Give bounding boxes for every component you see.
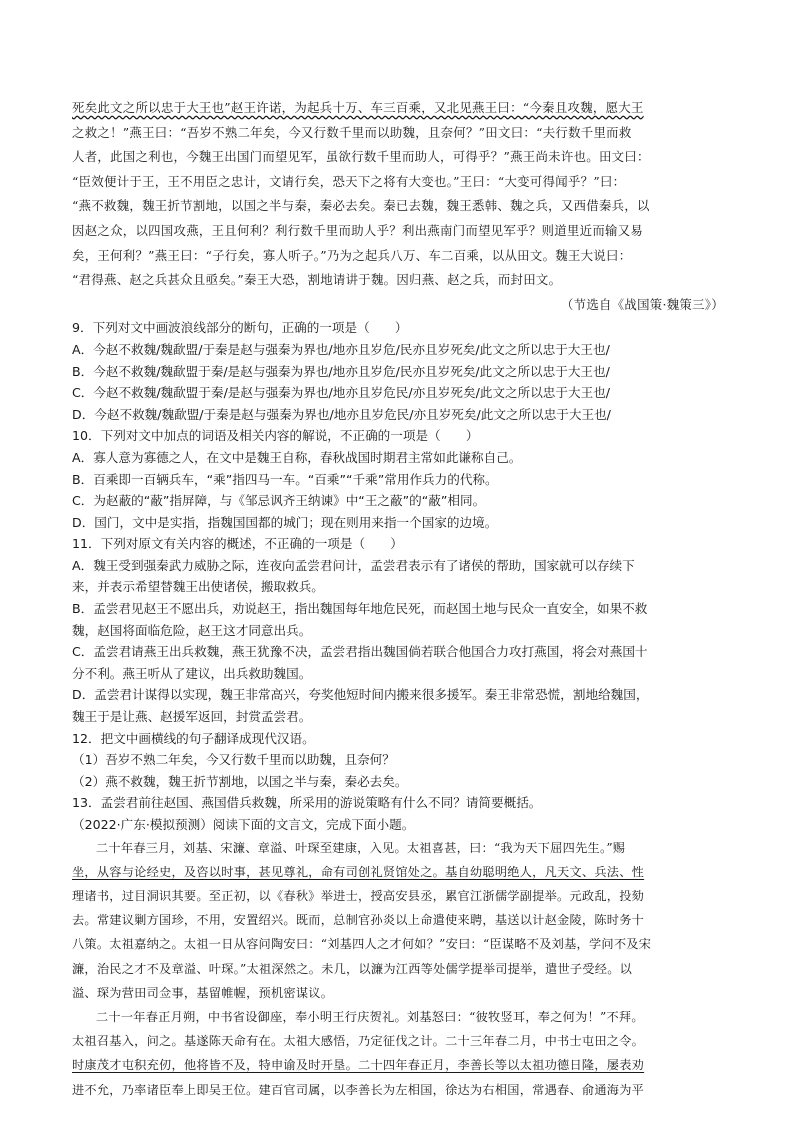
question-9-stem: 9．下列对文中画波浪线部分的断句，正确的一项是（ ） [72,320,408,336]
passage-1 [72,96,724,317]
question-12-stem: 12．把文中画横线的句子翻译成现代汉语。 [72,730,315,746]
passage-2-line: 太祖召基入，问之。基遂陈天命有在。太祖大感悟，乃定征伐之计。二十三年春二月，中书士屯田之令。 [72,1034,645,1049]
passage-2-line: 理诸书，过目洞识其要。至正初，以《春秋》举进士，授高安县丞，累官江浙儒学副提举。元政乱，投劾 [72,889,645,903]
passage-1-line: 矣，王何利？”燕王曰：“子行矣，寡人听子。”乃为之起兵八万、车二百乘，以从田文。魏王大说曰： [72,247,632,263]
question-10-option-c: C．为赵蔽的“蔽”指屏障，与《邹忌讽齐王纳谏》中“王之蔽”的“蔽”相同。 [72,493,486,509]
question-10-stem: 10．下列对文中加点的词语及相关内容的解说，不正确的一项是（ ） [72,428,479,444]
passage-2-line [72,1053,724,1077]
passage-1-line: 因赵之众，以四国攻燕，王且何利？利行数千里而助人乎？利出燕南门而望见军乎？则道里近而输又易 [72,222,644,238]
question-11-option-c-cont: 分不利。燕王听从了建议，出兵救助魏国。 [72,665,312,681]
passage-1-line: 之救之！”燕王曰：“吾岁不熟二年矣，今又行数千里而以助魏，且奈何？”田文曰：“夫行数千里而救 [72,124,632,140]
question-11-stem: 11．下列对原文有关内容的概述，不正确的一项是（ ） [72,536,403,552]
question-10-option-d: D．国门，文中是实指，指魏国国都的城门；现在则用来指一个国家的边境。 [72,514,498,530]
passage-2-line: 去。常建议剿方国珍，不用，安置绍兴。既而，总制官孙炎以上命遣使来聘，基送以计赵金陵，陈时务十 [72,913,645,928]
question-11-option-d: D．孟尝君计谋得以实现，魏王非常高兴，夸奖他短时间内搬来很多援军。秦王非常恐慌，割地给魏国， [72,687,649,703]
question-11-option-a-cont: 来，并表示希望替魏王出使诸侯，搬取救兵。 [72,579,324,595]
passage-1-line [72,96,724,121]
document-page [72,96,724,1102]
question-9-option-c: C．今赵不救魏/魏歃盟于秦/是赵与强秦为界也/地亦且岁危民/亦且岁死矣/此文之所以忠于大王也/ [72,385,611,401]
passage-1-line: “臣效便计于王，王不用臣之忠计，文请行矣，恐天下之将有大变也。”王曰：“大变可得闻乎？”曰： [72,173,626,189]
passage-1-source: （节选自《战国策·魏策三》） [560,296,724,312]
passage-2 [72,836,724,1102]
passage-2-line: 二十年春三月，刘基、宋濂、章溢、叶琛至建康，入见。太祖喜甚，曰：“我为天下屈四先生。”赐 [96,840,626,855]
question-10-option-a: A．寡人意为寡德之人，在文中是魏王自称，春秋战国时期君主常如此谦称自己。 [72,449,522,465]
question-13-stem: 13．孟尝君前往赵国、燕国借兵救魏，所采用的游说策略有什么不同？请简要概括。 [72,795,542,811]
question-11-option-b: B．孟尝君见赵王不愿出兵，劝说赵王，指出魏国每年地危民死，而赵国土地与民众一直安全，如果不救 [72,601,648,617]
passage-1-line: 人者，此国之利也，今魏王出国门而望见军，虽欲行数千里而助人，可得乎？”燕王尚未许也。田文曰： [72,149,650,165]
underlined-text: 时康茂才屯积充仞，他将皆不及，特申谕及时开垦。二十四年春正月，李善长等以太祖功德日隆，屡表劝 [72,1058,645,1073]
question-10-option-b: B．百乘即一百辆兵车，“乘”指四马一车。“百乘”“千乘”常用作兵力的代称。 [72,471,498,487]
underlined-text: 坐，从容与论经史，及咨以时事，甚见尊礼，命有司创礼贤馆处之。基自幼聪明绝人，凡天文、兵法、性 [72,864,645,879]
passage-2-line: 溢、琛为营田司佥事，基留帷幄，预机密谋议。 [72,985,334,1000]
question-11-option-a: A．魏王受到强秦武力威胁之际，连夜向孟尝君问计，孟尝君表示有了诸侯的帮助，国家就可以存续下 [72,557,635,573]
wavy-underlined-text: 死矣此文之所以忠于大王也”赵王许诺，为起兵十万、车三百乘，又北见燕王曰：“今秦且攻魏，愿大王 [72,100,644,115]
question-block [72,317,724,835]
question-12-item-1: （1）吾岁不熟二年矣，今又行数千里而以助魏，且奈何？ [72,752,395,768]
passage-2-line: 进不允，乃率诸臣奉上即吴王位。建百官司属，以李善长为左相国，徐达为右相国，常遇春、俞通海为平 [72,1082,645,1097]
question-12-item-2: （2）燕不救魏，魏王折节割地，以国之半与秦，秦必去矣。 [72,773,408,789]
passage-2-line: 二十一年春正月朔，中书省设御座，奉小明王行庆贺礼。刘基怒曰：“彼牧竖耳，奉之何为！”不拜。 [96,1010,644,1025]
question-11-option-d-cont: 魏王于是让燕、赵援军返回，封赏孟尝君。 [72,709,312,725]
passage-2-line: 濂，治民之才不及章溢、叶琛。”太祖深然之。未几，以濂为江西等处儒学提举司提举，遣世子受经。以 [72,961,633,976]
question-9-option-d: D．今赵不救魏/魏歃盟/于秦是赵与强秦为界也/地亦且岁危民/亦且岁死矣/此文之所以忠于大王也/ [72,406,611,422]
passage-2-line: 八策。太祖嘉纳之。太祖一日从容问陶安曰：“刘基四人之才何如？”安曰：“臣谋略不及刘基，学问不及宋 [72,937,652,952]
question-11-option-b-cont: 魏，赵国将面临危险，赵王这才同意出兵。 [72,622,312,638]
passage-1-line: “君得燕、赵之兵甚众且亟矣。”秦王大恐，割地请讲于魏。因归燕、赵之兵，而封田文。 [72,272,562,288]
question-9-option-a: A．今赵不救魏/魏歃盟/于秦是赵与强秦为界也/地亦且岁危/民亦且岁死矣/此文之所以忠于大王也/ [72,341,610,357]
passage-1-line: “燕不救魏，魏王折节割地，以国之半与秦，秦必去矣。秦已去魏，魏王悉韩、魏之兵，又西借秦兵，以 [72,198,650,214]
question-11-option-c: C．孟尝君请燕王出兵救魏，燕王犹豫不决，孟尝君指出魏国倘若联合他国合力攻打燕国，将会对燕国十 [72,644,648,660]
passage-2-line [72,860,724,884]
reading-instruction: （2022·广东·模拟预测）阅读下面的文言文，完成下面小题。 [72,817,415,832]
question-9-option-b: B．今赵不救魏/魏歃盟于秦/是赵与强秦为界也/地亦且岁危/民亦且岁死矣/此文之所以忠于大王也/ [72,363,610,379]
